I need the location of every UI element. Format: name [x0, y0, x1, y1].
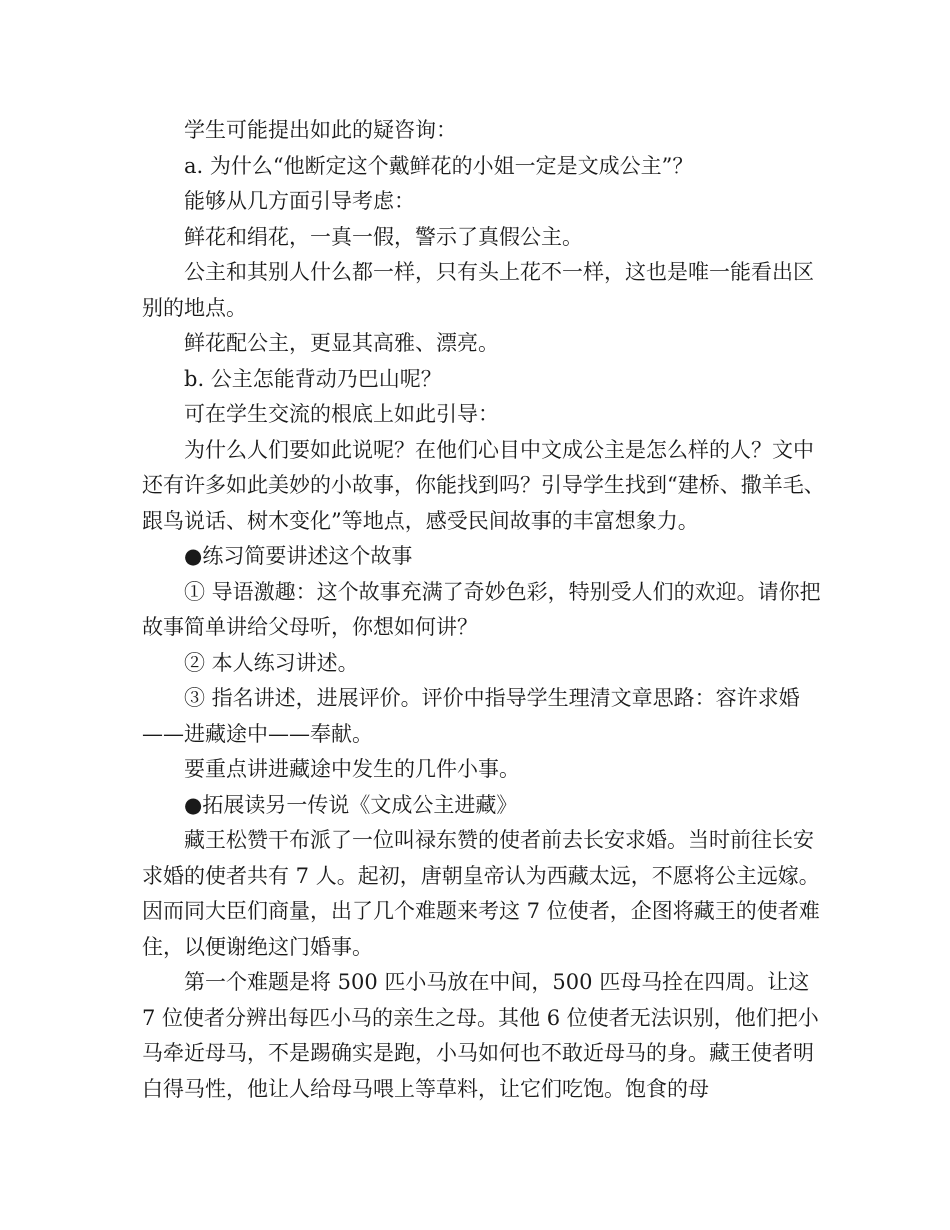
paragraph-why-say: 为什么人们要如此说呢？在他们心目中文成公主是怎么样的人？文中还有许多如此美妙的小故事，你能找到吗？引导学生找到“建桥、撒羊毛、跟鸟说话、树木变化”等地点，感受民间故事的丰富想象力。 — [142, 437, 825, 533]
paragraph-flowers: 鲜花和绢花，一真一假，警示了真假公主。 — [184, 224, 583, 249]
paragraph-exchange-guide: 可在学生交流的根底上如此引导： — [184, 402, 499, 426]
paragraph-first-challenge: 第一个难题是将 500 匹小马放在中间，500 匹母马拴在四周。让这 7 位使者分辨出每匹小马的亲生之母。其他 6 位使者无法识别，他们把小马牵近母马，不是踢确实是跑，小马如何也不敢近母马的身。藏王使者明白得马性，他让人给母马喂上等草料，让它们吃饱。饱食的母 — [142, 970, 819, 1101]
section-heading-practice: ●练习简要讲述这个故事 — [184, 544, 413, 568]
paragraph-step-2: ② 本人练习讲述。 — [184, 650, 359, 675]
paragraph-question-b: b. 公主怎能背动乃巴山呢？ — [184, 366, 442, 391]
paragraph-step-3: ③ 指名讲述，进展评价。评价中指导学生理清文章思路：容许求婚——进藏途中——奉献。 — [142, 686, 800, 746]
paragraph-question-a: a. 为什么“他断定这个戴鲜花的小姐一定是文成公主”？ — [184, 153, 694, 178]
paragraph-difference: 公主和其别人什么都一样，只有头上花不一样，这也是唯一能看出区别的地点。 — [142, 260, 814, 320]
section-heading-extended-reading: ●拓展读另一传说《文成公主进藏》 — [184, 792, 518, 817]
paragraph-guide-intro: 能够从几方面引导考虑： — [184, 189, 415, 213]
paragraph-story-intro: 藏王松赞干布派了一位叫禄东赞的使者前去长安求婚。当时前往长安求婚的使者共有 7 人。起初，唐朝皇帝认为西藏太远，不愿将公主远嫁。因而同大臣们商量，出了几个难题来考这 7 位使者，企图将藏王的使者难住，以便谢绝这门婚事。 — [142, 828, 820, 959]
document-body — [142, 113, 826, 1107]
paragraph-step-1: ① 导语激趣：这个故事充满了奇妙色彩，特别受人们的欢迎。请你把故事简单讲给父母听，你想如何讲？ — [142, 579, 821, 639]
paragraph-elegance: 鲜花配公主，更显其高雅、漂亮。 — [184, 331, 499, 355]
paragraph-focus: 要重点讲进藏途中发生的几件小事。 — [184, 757, 520, 781]
paragraph-question-intro: 学生可能提出如此的疑咨询： — [184, 118, 457, 142]
